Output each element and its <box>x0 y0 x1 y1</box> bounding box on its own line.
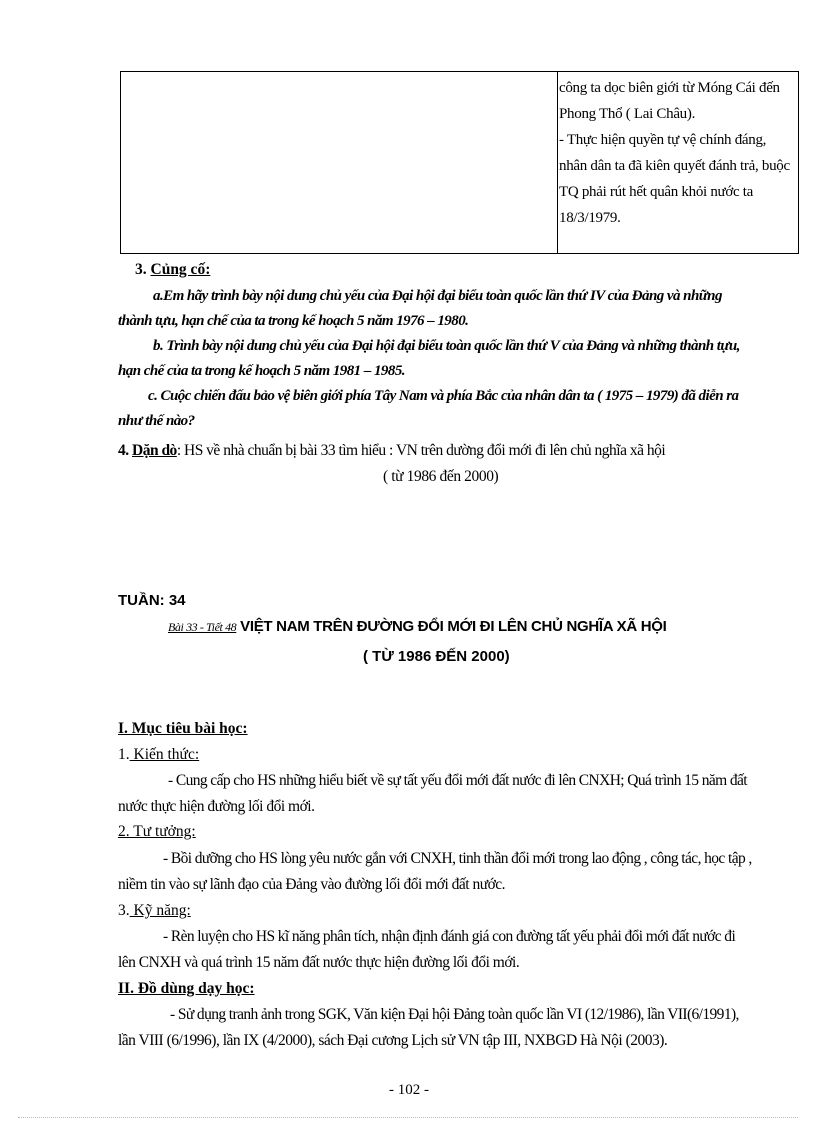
table-right-cell <box>559 75 795 231</box>
lesson-title: VIỆT NAM TRÊN ĐƯỜNG ĐỔI MỚI ĐI LÊN CHỦ NGHĨA XÃ HỘI <box>236 618 667 635</box>
table-cell-line: nhân dân ta đã kiên quyết đánh trả, buộc <box>559 158 790 174</box>
cung-co-heading: 3. Củng cố: <box>135 261 211 278</box>
table-cell-line: 18/3/1979. <box>559 210 621 226</box>
attitude-line1: - Bồi dưỡng cho HS lòng yêu nước gắn với CNXH, tinh thần đổi mới trong lao động , công tác, học tập , <box>163 850 752 867</box>
skills-line2: lên CNXH và quá trình 15 năm đất nước thực hiện đường lối đổi mới. <box>118 954 520 971</box>
table-cell-line: - Thực hiện quyền tự vệ chính đáng, <box>559 132 767 148</box>
materials-line1: - Sử dụng tranh ảnh trong SGK, Văn kiện Đại hội Đảng toàn quốc lần VI (12/1986), lần VII(6/1991), <box>170 1006 739 1023</box>
table-cell-line: công ta dọc biên giới từ Móng Cái đến <box>559 80 780 96</box>
section1-heading: I. Mục tiêu bài học: <box>118 720 248 737</box>
knowledge-line2: nước thực hiện đường lối đổi mới. <box>118 798 315 815</box>
section2-heading: II. Đồ dùng dạy học: <box>118 980 255 997</box>
question-a-line1: a.Em hãy trình bày nội dung chủ yếu của Đại hội đại biểu toàn quốc lần thứ IV của Đảng và những <box>153 288 722 304</box>
attitude-line2: niềm tin vào sự lãnh đạo của Đảng vào đường lối đổi mới đất nước. <box>118 876 506 893</box>
knowledge-label: 1. Kiến thức: <box>118 746 200 763</box>
lesson-title-line2: ( TỪ 1986 ĐẾN 2000) <box>363 648 510 665</box>
materials-line2: lần VIII (6/1996), lần IX (4/2000), sách Đại cương Lịch sử VN tập III, NXBGD Hà Nội (2003). <box>118 1032 668 1049</box>
question-b-line2: hạn chế của ta trong kế hoạch 5 năm 1981 – 1985. <box>118 363 405 379</box>
lesson-label: Bài 33 - Tiết 48 <box>168 620 237 634</box>
lesson-title-line1 <box>168 618 667 636</box>
week-label: TUẦN: 34 <box>118 592 186 609</box>
attitude-label: 2. Tư tưởng: <box>118 823 196 840</box>
dan-do-line2: ( từ 1986 đến 2000) <box>383 468 499 485</box>
skills-label: 3. Kỹ năng: <box>118 902 191 919</box>
question-c-line2: như thế nào? <box>118 413 195 429</box>
content-table <box>120 71 799 254</box>
dan-do-line1: 4. Dặn dò: HS về nhà chuẩn bị bài 33 tìm hiểu : VN trên dường đổi mới đi lên chủ nghĩa xã hội <box>118 442 666 459</box>
question-a-line2: thành tựu, hạn chế của ta trong kế hoạch 5 năm 1976 – 1980. <box>118 313 469 329</box>
question-b-line1: b. Trình bày nội dung chủ yếu của Đại hội đại biểu toàn quốc lần thứ V của Đảng và những thành tựu, <box>153 338 740 354</box>
skills-line1: - Rèn luyện cho HS kĩ năng phân tích, nhận định đánh giá con đường tất yếu phải đổi mới đất nước đi <box>163 928 736 945</box>
table-column-divider <box>557 72 558 253</box>
table-cell-line: TQ phải rút hết quân khỏi nước ta <box>559 184 754 200</box>
knowledge-line1: - Cung cấp cho HS những hiểu biết về sự tất yếu đổi mới đất nước đi lên CNXH; Quá trình 15 năm đất <box>168 772 748 789</box>
page-number: - 102 - <box>389 1082 429 1098</box>
question-c-line1: c. Cuộc chiến đấu bảo vệ biên giới phía Tây Nam và phía Bắc của nhân dân ta ( 1975 – 1979) đã diễn ra <box>148 388 739 404</box>
table-cell-line: Phong Thổ ( Lai Châu). <box>559 106 696 122</box>
footer-dotted-rule <box>18 1117 798 1118</box>
